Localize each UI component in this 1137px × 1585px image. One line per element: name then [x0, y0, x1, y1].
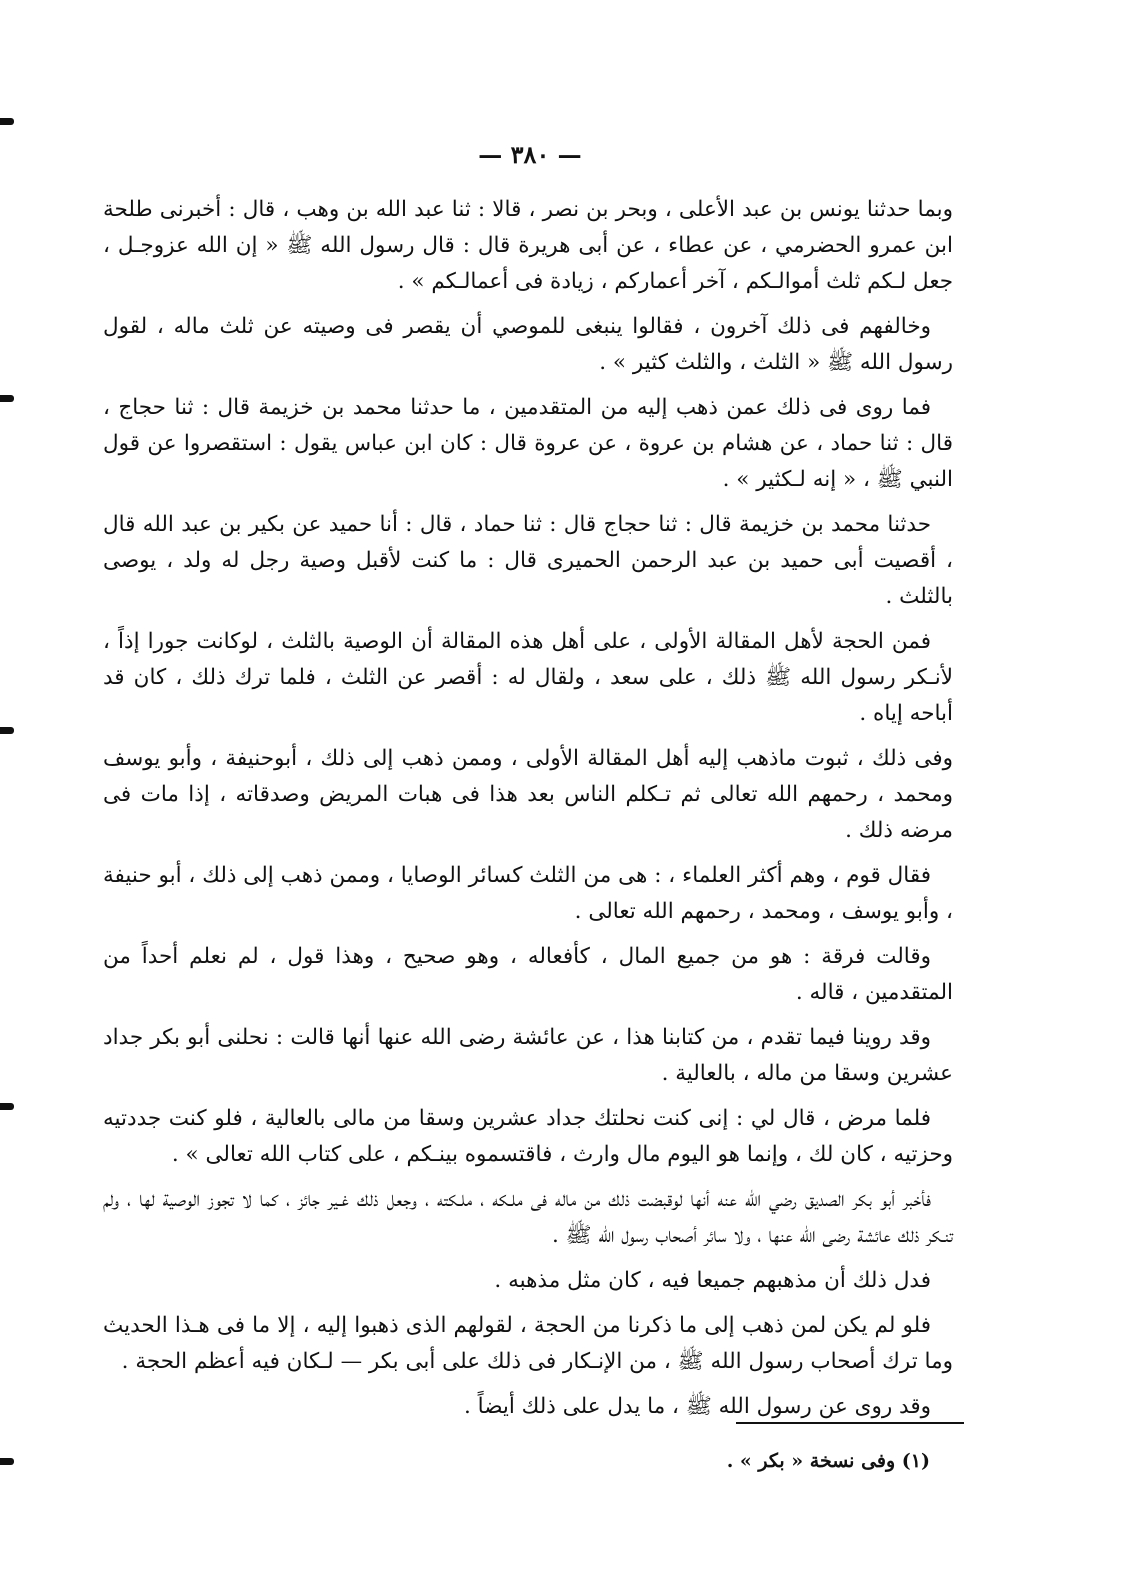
paragraph: وبما حدثنا يونس بن عبد الأعلى ، وبحر بن نصر ، قالا : ثنا عبد الله بن وهب ، قال : أخبرنى طلحة ابن عمرو الحضرمي ، عن عطاء ، عن أبى هريرة قال : قال رسول الله ﷺ « إن الله عزوجـل ، جعل لـكم ثلث أموالـكم ، آخر أعماركم ، زيادة فى أعمالـكم » . [103, 197, 953, 294]
paragraph: حدثنا محمد بن خزيمة قال : ثنا حجاج قال : ثنا حماد ، قال : أنا حميد عن بكير بن عبد الله قال ، أقصيت أبى حميد بن عبد الرحمن الحميرى قال : ما كنت لأقبل وصية رجل له ولد ، يوصى بالثلث . [103, 512, 953, 609]
scan-edge-mark [0, 395, 14, 402]
paragraph: فأخبر أبو بكر الصديق رضي الله عنه أنها لوقبضت ذلك من ماله فى ملـكه ، ملـكته ، وجعل ذلك غـير جائز ، كما لا تجوز الوصية لها ، ولم تنـكر ذلك عائشة رضى الله عنها ، ولا سائر أصحاب رسول الله ﷺ . [103, 1187, 953, 1248]
paragraph: فدل ذلك أن مذهبهم جميعا فيه ، كان مثل مذهبه . [494, 1268, 931, 1293]
paragraph: فلما مرض ، قال لي : إنى كنت نحلتك جداد عشرين وسقا من مالى بالعالية ، فلو كنت جددتيه وحزتيه ، كان لك ، وإنما هو اليوم مال وارث ، فاقتسموه بينـكم ، على كتاب الله تعالى » . [103, 1106, 953, 1167]
page-number: — ٣٨٠ — [478, 140, 582, 169]
paragraph: فما روى فى ذلك عمن ذهب إليه من المتقدمين ، ما حدثنا محمد بن خزيمة قال : ثنا حجاج ، قال : ثنا حماد ، عن هشام بن عروة ، عن عروة قال : كان ابن عباس يقول : استقصروا عن قول النبي ﷺ ، « إنه لـكثير » . [103, 395, 953, 492]
main-text-body [103, 192, 953, 1434]
scan-edge-mark [0, 727, 14, 734]
paragraph: فمن الحجة لأهل المقالة الأولى ، على أهل هذه المقالة أن الوصية بالثلث ، لوكانت جورا إذاً ، لأنـكر رسول الله ﷺ ذلك ، على سعد ، ولقال له : أقصر عن الثلث ، فلما ترك ذلك ، كان قد أباحه إياه . [103, 629, 953, 726]
footnote-divider [736, 1422, 964, 1424]
paragraph: وقد روى عن رسول الله ﷺ ، ما يدل على ذلك أيضاً . [463, 1394, 931, 1419]
paragraph: وقد روينا فيما تقدم ، من كتابنا هذا ، عن عائشة رضى الله عنها أنها قالت : نحلنى أبو بكر جداد عشرين وسقا من ماله ، بالعالية . [103, 1025, 953, 1086]
paragraph: فقال قوم ، وهم أكثر العلماء ، : هى من الثلث كسائر الوصايا ، وممن ذهب إلى ذلك ، أبو حنيفة ، وأبو يوسف ، ومحمد ، رحمهم الله تعالى . [103, 863, 953, 924]
scan-edge-mark [0, 1458, 14, 1465]
scan-edge-mark [0, 1103, 14, 1110]
paragraph: فلو لم يكن لمن ذهب إلى ما ذكرنا من الحجة ، لقولهم الذى ذهبوا إليه ، إلا ما فى هـذا الحديث وما ترك أصحاب رسول الله ﷺ ، من الإنـكار فى ذلك على أبى بكر — لـكان فيه أعظم الحجة . [103, 1313, 953, 1374]
paragraph: وقالت فرقة : هو من جميع المال ، كأفعاله ، وهو صحيح ، وهذا قول ، لم نعلم أحداً من المتقدمين ، قاله . [103, 944, 953, 1005]
footnote: (١) وفى نسخة « بكر » . [726, 1450, 930, 1472]
paragraph: وخالفهم فى ذلك آخرون ، فقالوا ينبغى للموصي أن يقصر فى وصيته عن ثلث ماله ، لقول رسول الله ﷺ « الثلث ، والثلث كثير » . [103, 314, 953, 375]
scan-edge-mark [0, 118, 14, 125]
paragraph: وفى ذلك ، ثبوت ماذهب إليه أهل المقالة الأولى ، وممن ذهب إلى ذلك ، أبوحنيفة ، وأبو يوسف ومحمد ، رحمهم الله تعالى ثم تـكلم الناس بعد هذا فى هبات المريض وصدقاته ، إذا مات فى مرضه ذلك . [103, 746, 953, 843]
